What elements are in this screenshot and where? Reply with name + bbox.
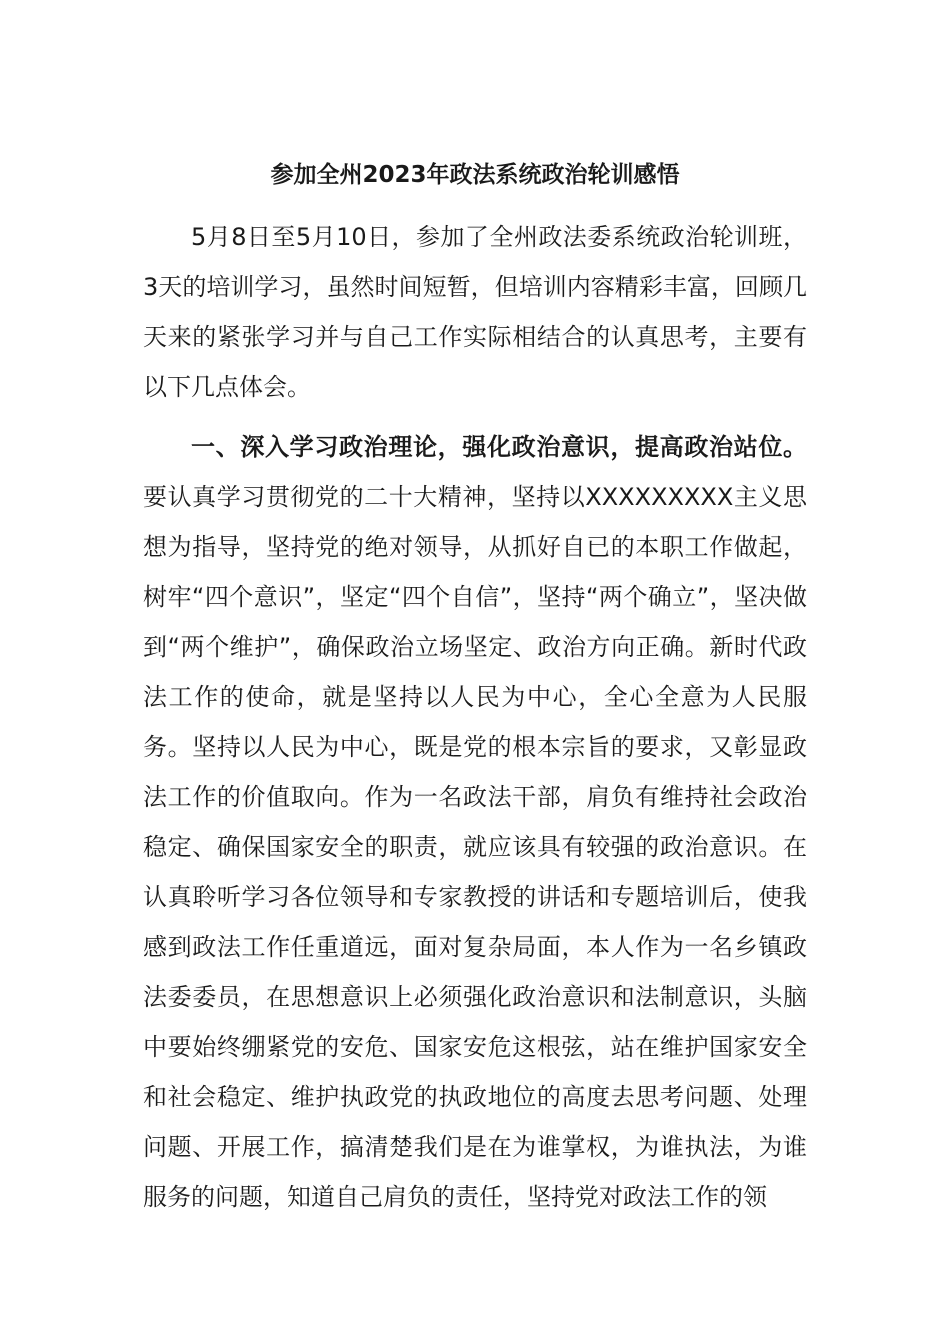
section-one-heading: 一、深入学习政治理论，强化政治意识，提高政治站位。 bbox=[191, 433, 807, 461]
section-one-body: 要认真学习贯彻党的二十大精神，坚持以XXXXXXXXX主义思想为指导，坚持党的绝对领导，从抓好自已的本职工作做起，树牢“四个意识”，坚定“四个自信”，坚持“两个确立”，坚决做到“两个维护”，确保政治立场坚定、政治方向正确。新时代政法工作的使命，就是坚持以人民为中心，全心全意为人民服务。坚持以人民为中心，既是党的根本宗旨的要求，又彰显政法工作的价值取向。作为一名政法干部，肩负有维持社会政治稳定、确保国家安全的职责，就应该具有较强的政治意识。在认真聆听学习各位领导和专家教授的讲话和专题培训后，使我感到政法工作任重道远，面对复杂局面，本人作为一名乡镇政法委委员，在思想意识上必须强化政治意识和法制意识，头脑中要始终绷紧党的安危、国家安危这根弦，站在维护国家安全和社会稳定、维护执政党的执政地位的高度去思考问题、处理问题、开展工作，搞清楚我们是在为谁掌权，为谁执法，为谁服务的问题，知道自己肩负的责任，坚持党对政法工作的领 bbox=[143, 483, 807, 1211]
document-title: 参加全州2023年政法系统政治轮训感悟 bbox=[270, 162, 680, 188]
paragraph-intro: 5月8日至5月10日，参加了全州政法委系统政治轮训班，3天的培训学习，虽然时间短暂，但培训内容精彩丰富，回顾几天来的紧张学习并与自己工作实际相结合的认真思考，主要有以下几点体会。 bbox=[143, 223, 807, 401]
paragraph-section-one bbox=[143, 422, 807, 1222]
